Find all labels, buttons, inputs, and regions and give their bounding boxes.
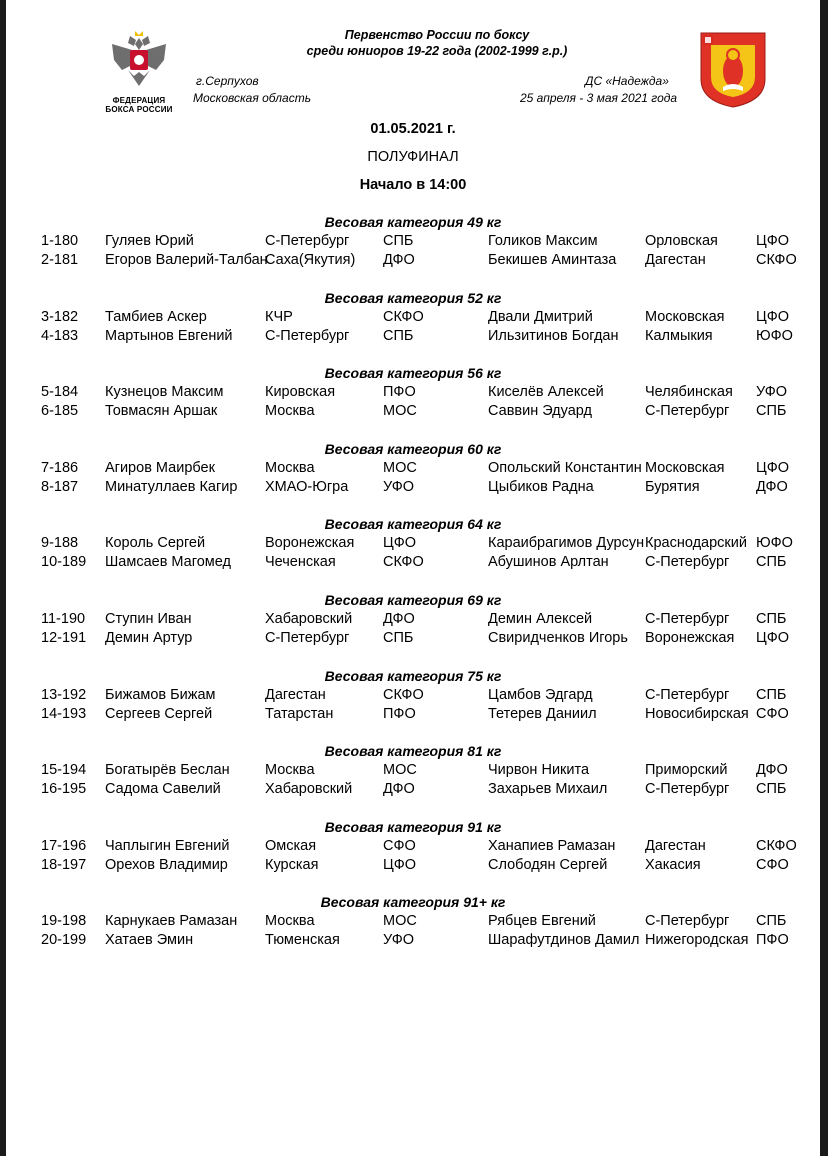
red-corner-name: Егоров Валерий-Талбан [105, 252, 268, 268]
blue-corner-district: ЦФО [756, 309, 790, 325]
bout-row [6, 857, 820, 876]
red-corner-region: Воронежская [265, 535, 355, 551]
red-corner-district: СКФО [383, 687, 424, 703]
red-corner-name: Сергеев Сергей [105, 706, 213, 722]
weight-category-title: Весовая категория 60 кг [324, 441, 502, 457]
bout-row [6, 309, 820, 328]
blue-corner-name: Саввин Эдуард [488, 403, 592, 419]
blue-corner-region: С-Петербург [645, 913, 730, 929]
blue-corner-name: Киселёв Алексей [488, 384, 604, 400]
bout-number: 13-192 [41, 687, 87, 703]
bout-number: 3-182 [41, 309, 79, 325]
red-corner-region: Курская [265, 857, 319, 873]
weight-category-title: Весовая категория 52 кг [324, 290, 502, 306]
blue-corner-name: Цамбов Эдгард [488, 687, 593, 703]
session-stage: ПОЛУФИНАЛ [367, 149, 459, 165]
blue-corner-district: ПФО [756, 932, 789, 948]
blue-corner-region: Воронежская [645, 630, 735, 646]
blue-corner-name: Двали Дмитрий [488, 309, 593, 325]
blue-corner-district: СКФО [756, 838, 797, 854]
championship-title: Первенство России по боксу [344, 28, 530, 42]
blue-corner-district: ЮФО [756, 535, 793, 551]
bout-row [6, 479, 820, 498]
blue-corner-name: Слободян Сергей [488, 857, 608, 873]
blue-corner-district: ДФО [756, 479, 788, 495]
red-corner-region: С-Петербург [265, 328, 350, 344]
blue-corner-district: СФО [756, 706, 789, 722]
blue-corner-district: СФО [756, 857, 789, 873]
red-corner-name: Гуляев Юрий [105, 233, 194, 249]
red-corner-district: СФО [383, 838, 416, 854]
blue-corner-region: Орловская [645, 233, 718, 249]
bout-row [6, 913, 820, 932]
document-page [6, 0, 820, 1156]
red-corner-district: СКФО [383, 554, 424, 570]
blue-corner-district: СПБ [756, 554, 787, 570]
red-corner-name: Богатырёв Беслан [105, 762, 230, 778]
red-corner-region: Омская [265, 838, 317, 854]
bout-number: 19-198 [41, 913, 87, 929]
city: г.Серпухов [196, 74, 259, 88]
bout-row [6, 554, 820, 573]
red-corner-region: Татарстан [265, 706, 334, 722]
red-corner-region: Москва [265, 762, 315, 778]
red-corner-name: Ступин Иван [105, 611, 192, 627]
red-corner-district: СКФО [383, 309, 424, 325]
red-corner-region: Хабаровский [265, 611, 353, 627]
blue-corner-name: Чирвон Никита [488, 762, 590, 778]
red-corner-district: ДФО [383, 611, 415, 627]
blue-corner-name: Голиков Максим [488, 233, 598, 249]
weight-category-title: Весовая категория 64 кг [324, 516, 502, 532]
red-corner-district: УФО [383, 932, 415, 948]
red-corner-region: Чеченская [265, 554, 336, 570]
bout-number: 18-197 [41, 857, 87, 873]
red-corner-district: СПБ [383, 233, 414, 249]
bout-row [6, 460, 820, 479]
blue-corner-district: ЮФО [756, 328, 793, 344]
red-corner-name: Мартынов Евгений [105, 328, 233, 344]
bout-number: 15-194 [41, 762, 87, 778]
red-corner-district: ЦФО [383, 857, 417, 873]
weight-category-title: Весовая категория 69 кг [324, 592, 502, 608]
blue-corner-region: Хакасия [645, 857, 701, 873]
red-corner-region: КЧР [265, 309, 293, 325]
blue-corner-region: С-Петербург [645, 781, 730, 797]
bout-number: 11-190 [41, 611, 86, 627]
red-corner-district: МОС [383, 460, 417, 476]
blue-corner-district: СКФО [756, 252, 797, 268]
blue-corner-region: Московская [645, 309, 725, 325]
blue-corner-region: Приморский [645, 762, 728, 778]
blue-corner-district: СПБ [756, 781, 787, 797]
red-corner-name: Демин Артур [105, 630, 193, 646]
bout-number: 17-196 [41, 838, 87, 854]
bout-number: 4-183 [41, 328, 79, 344]
bout-number: 6-185 [41, 403, 79, 419]
bout-row [6, 328, 820, 347]
blue-corner-name: Ханапиев Рамазан [488, 838, 616, 854]
red-corner-name: Хатаев Эмин [105, 932, 194, 948]
blue-corner-region: С-Петербург [645, 554, 730, 570]
red-corner-region: ХМАО-Югра [265, 479, 349, 495]
red-corner-district: МОС [383, 762, 417, 778]
blue-corner-region: Московская [645, 460, 725, 476]
red-corner-name: Кузнецов Максим [105, 384, 224, 400]
red-corner-district: МОС [383, 403, 417, 419]
blue-corner-region: С-Петербург [645, 611, 730, 627]
federation-logo [100, 30, 178, 114]
blue-corner-name: Цыбиков Радна [488, 479, 594, 495]
red-corner-region: Москва [265, 403, 315, 419]
bout-number: 14-193 [41, 706, 87, 722]
red-corner-district: ДФО [383, 252, 415, 268]
blue-corner-region: Калмыкия [645, 328, 713, 344]
blue-corner-district: СПБ [756, 611, 787, 627]
red-corner-district: ДФО [383, 781, 415, 797]
blue-corner-name: Опольский Константин [488, 460, 642, 476]
red-corner-region: Тюменская [265, 932, 340, 948]
red-corner-district: СПБ [383, 630, 414, 646]
blue-corner-region: Челябинская [645, 384, 733, 400]
bout-number: 9-188 [41, 535, 79, 551]
venue: ДС «Надежда» [585, 74, 669, 88]
blue-corner-region: Бурятия [645, 479, 700, 495]
red-corner-region: С-Петербург [265, 233, 350, 249]
red-corner-district: УФО [383, 479, 415, 495]
bout-row [6, 630, 820, 649]
blue-corner-region: С-Петербург [645, 403, 730, 419]
blue-corner-district: УФО [756, 384, 788, 400]
blue-corner-district: ЦФО [756, 460, 790, 476]
bout-number: 8-187 [41, 479, 79, 495]
red-corner-district: ПФО [383, 706, 416, 722]
bout-row [6, 252, 820, 271]
bout-row [6, 233, 820, 252]
weight-category-title: Весовая категория 91 кг [324, 819, 502, 835]
bout-row [6, 611, 820, 630]
blue-corner-district: СПБ [756, 403, 787, 419]
federation-name-line2: БОКСА РОССИИ [105, 105, 173, 114]
red-corner-name: Бижамов Бижам [105, 687, 216, 703]
red-corner-district: ЦФО [383, 535, 417, 551]
bout-row [6, 706, 820, 725]
red-corner-name: Тамбиев Аскер [105, 309, 207, 325]
bout-row [6, 687, 820, 706]
session-start-time: Начало в 14:00 [359, 177, 467, 193]
bout-number: 2-181 [41, 252, 79, 268]
blue-corner-name: Шарафутдинов Дамил [488, 932, 640, 948]
bout-row [6, 535, 820, 554]
bout-number: 16-195 [41, 781, 87, 797]
red-corner-region: Хабаровский [265, 781, 353, 797]
bout-row [6, 838, 820, 857]
bout-number: 12-191 [41, 630, 87, 646]
red-corner-name: Агиров Маирбек [105, 460, 215, 476]
blue-corner-district: СПБ [756, 687, 787, 703]
weight-category-title: Весовая категория 49 кг [324, 214, 502, 230]
blue-corner-name: Караибрагимов Дурсун [488, 535, 645, 551]
red-corner-name: Орехов Владимир [105, 857, 228, 873]
red-corner-region: Москва [265, 460, 315, 476]
region: Московская область [193, 91, 312, 105]
bout-row [6, 384, 820, 403]
session-date: 01.05.2021 г. [370, 121, 456, 137]
blue-corner-name: Абушинов Арлтан [488, 554, 609, 570]
bout-row [6, 403, 820, 422]
red-corner-region: С-Петербург [265, 630, 350, 646]
weight-category-title: Весовая категория 75 кг [324, 668, 502, 684]
blue-corner-district: ЦФО [756, 233, 790, 249]
blue-corner-region: С-Петербург [645, 687, 730, 703]
red-corner-name: Чаплыгин Евгений [105, 838, 230, 854]
bout-number: 1-180 [41, 233, 79, 249]
blue-corner-name: Захарьев Михаил [488, 781, 608, 797]
city-coat-of-arms-icon [699, 31, 767, 109]
weight-category-title: Весовая категория 91+ кг [320, 894, 506, 910]
red-corner-name: Карнукаев Рамазан [105, 913, 238, 929]
double-eagle-emblem-icon [108, 30, 170, 90]
bout-row [6, 781, 820, 800]
blue-corner-name: Бекишев Аминтаза [488, 252, 617, 268]
red-corner-name: Садома Савелий [105, 781, 221, 797]
blue-corner-district: ЦФО [756, 630, 790, 646]
blue-corner-district: ДФО [756, 762, 788, 778]
red-corner-region: Саха(Якутия) [265, 252, 356, 268]
event-dates: 25 апреля - 3 мая 2021 года [520, 91, 678, 105]
blue-corner-name: Демин Алексей [488, 611, 593, 627]
blue-corner-region: Дагестан [645, 252, 706, 268]
blue-corner-name: Ильзитинов Богдан [488, 328, 619, 344]
federation-name-line1: ФЕДЕРАЦИЯ [112, 96, 166, 105]
red-corner-district: СПБ [383, 328, 414, 344]
bout-number: 10-189 [41, 554, 87, 570]
blue-corner-region: Краснодарский [645, 535, 747, 551]
red-corner-district: ПФО [383, 384, 416, 400]
blue-corner-name: Тетерев Даниил [488, 706, 597, 722]
bout-number: 7-186 [41, 460, 79, 476]
blue-corner-region: Нижегородская [645, 932, 749, 948]
bout-number: 5-184 [41, 384, 79, 400]
championship-subtitle: среди юниоров 19-22 года (2002-1999 г.р.) [306, 44, 568, 58]
red-corner-name: Король Сергей [105, 535, 206, 551]
blue-corner-region: Новосибирская [645, 706, 749, 722]
red-corner-region: Кировская [265, 384, 336, 400]
red-corner-name: Минатуллаев Кагир [105, 479, 238, 495]
weight-category-title: Весовая категория 81 кг [324, 743, 502, 759]
red-corner-region: Дагестан [265, 687, 326, 703]
blue-corner-name: Свиридченков Игорь [488, 630, 628, 646]
bout-row [6, 762, 820, 781]
red-corner-district: МОС [383, 913, 417, 929]
red-corner-name: Шамсаев Магомед [105, 554, 231, 570]
blue-corner-name: Рябцев Евгений [488, 913, 596, 929]
bout-number: 20-199 [41, 932, 87, 948]
red-corner-name: Товмасян Аршак [105, 403, 218, 419]
red-corner-region: Москва [265, 913, 315, 929]
blue-corner-district: СПБ [756, 913, 787, 929]
weight-category-title: Весовая категория 56 кг [324, 365, 502, 381]
blue-corner-region: Дагестан [645, 838, 706, 854]
bout-row [6, 932, 820, 951]
